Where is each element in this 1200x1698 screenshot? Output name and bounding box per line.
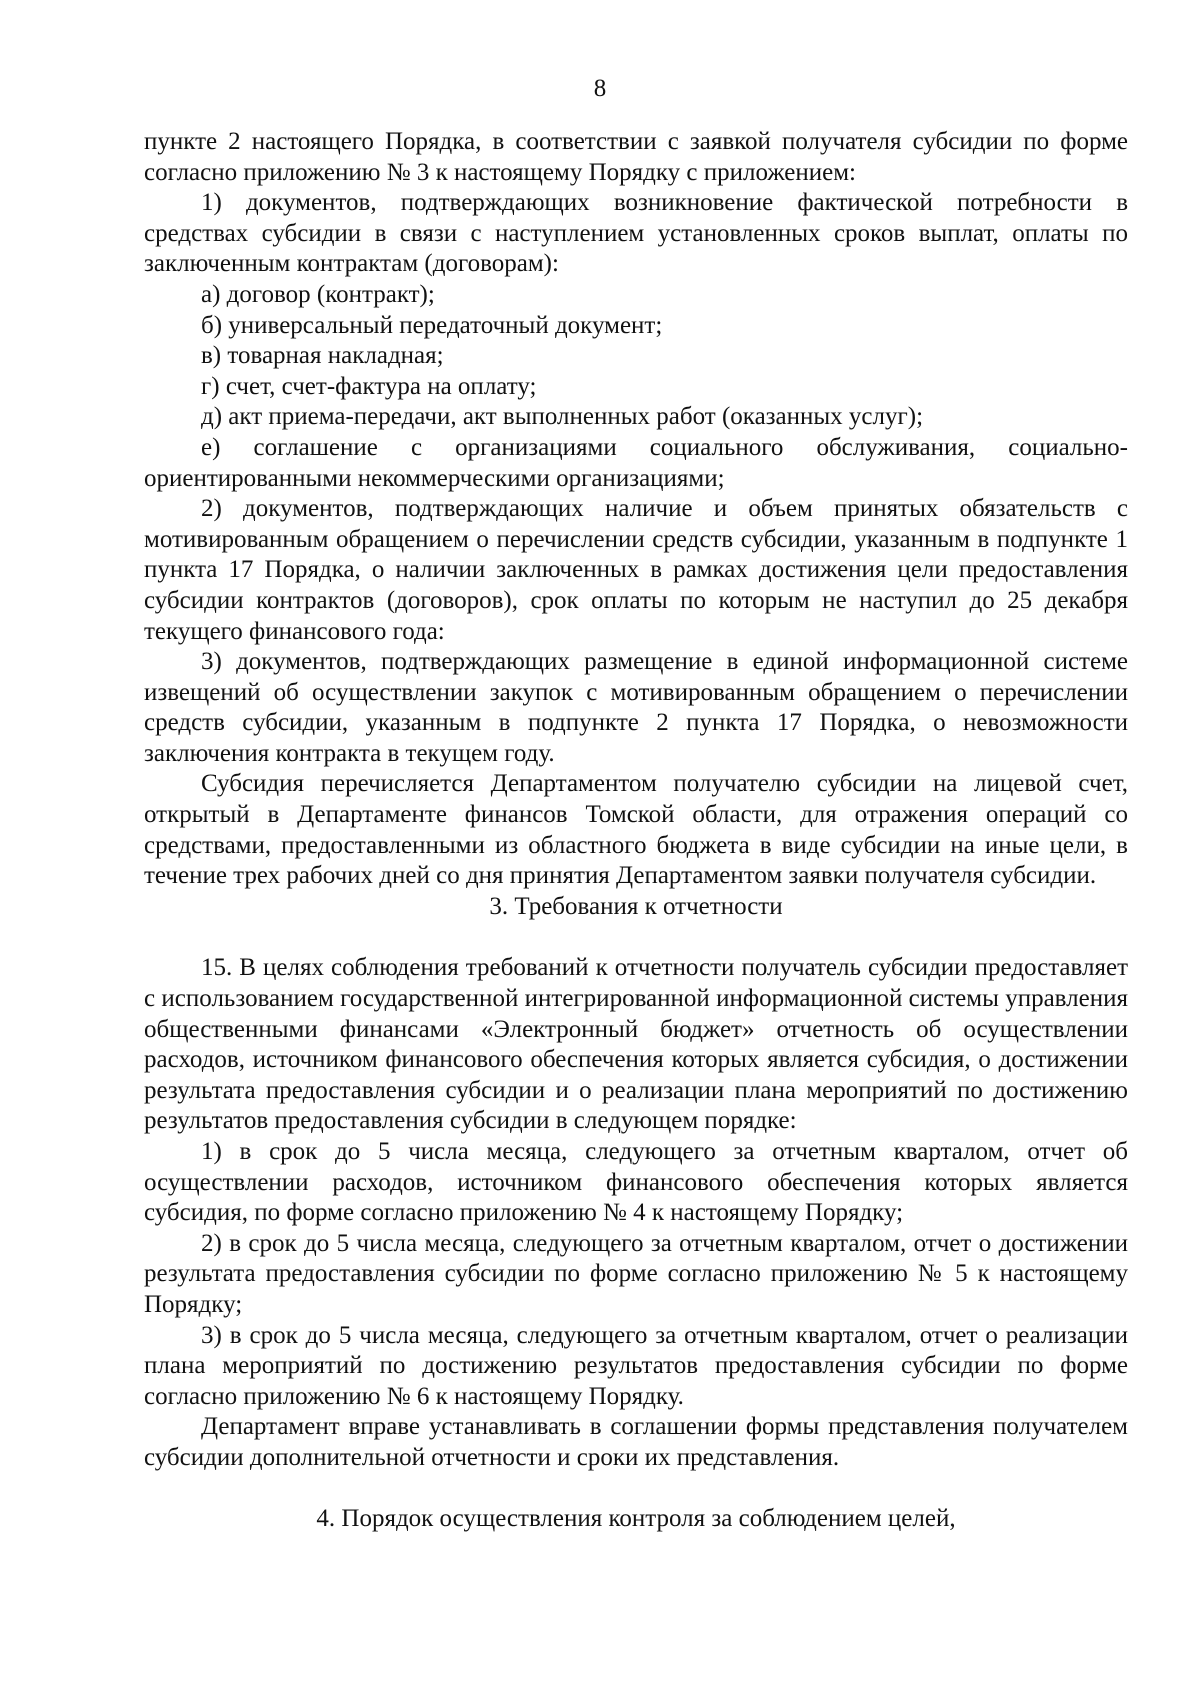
paragraph-item-a: а) договор (контракт);: [201, 280, 435, 308]
paragraph-report-3: 3) в срок до 5 числа месяца, следующего за отчетным кварталом, отчет о реализации плана мероприятий по достижению результатов предоставления субсидии по форме согласно приложению № 6 к настоящему Порядку.: [144, 1321, 1128, 1410]
paragraph-subsidy-transfer: Субсидия перечисляется Департаментом получателю субсидии на лицевой счет, открытый в Департаменте финансов Томской области, для отражения операций со средствами, предоставленными из областного бюджета в виде субсидии на иные цели, в течение трех рабочих дней со дня принятия Департаментом заявки получателя субсидии.: [144, 770, 1128, 890]
section-3-heading: 3. Требования к отчетности: [489, 892, 783, 920]
paragraph-report-1: 1) в срок до 5 числа месяца, следующего за отчетным кварталом, отчет об осуществлении расходов, источником финансового обеспечения которых является субсидия, по форме согласно приложению № 4 к настоящему Порядку;: [144, 1138, 1128, 1227]
paragraph-item-d: д) акт приема-передачи, акт выполненных работ (оказанных услуг);: [201, 403, 924, 431]
paragraph-additional-reporting: Департамент вправе устанавливать в соглашении формы представления получателем субсидии дополнительной отчетности и сроки их представления.: [144, 1413, 1128, 1471]
paragraph-item-1: 1) документов, подтверждающих возникновение фактической потребности в средствах субсидии в связи с наступлением установленных сроков выплат, оплаты по заключенным контрактам (договорам):: [144, 189, 1128, 278]
paragraph-continuation: пункте 2 настоящего Порядка, в соответствии с заявкой получателя субсидии по форме согласно приложению № 3 к настоящему Порядку с приложением:: [144, 128, 1128, 186]
paragraph-report-2: 2) в срок до 5 числа месяца, следующего за отчетным кварталом, отчет о достижении результата предоставления субсидии по форме согласно приложению № 5 к настоящему Порядку;: [144, 1229, 1128, 1318]
paragraph-item-e: е) соглашение с организациями социального обслуживания, социально-ориентированными некоммерческими организациями;: [144, 433, 1128, 492]
paragraph-item-g: г) счет, счет-фактура на оплату;: [201, 372, 537, 400]
paragraph-item-3: 3) документов, подтверждающих размещение в единой информационной системе извещений об осуществлении закупок с мотивированным обращением о перечислении средств субсидии, указанным в подпункте 2 пункта 17 Порядка, о невозможности заключения контракта в текущем году.: [144, 648, 1128, 767]
paragraph-15: 15. В целях соблюдения требований к отчетности получатель субсидии предоставляет с использованием государственной интегрированной информационной системы управления общественными финансами «Электронный бюджет» отчетность об осуществлении расходов, источником финансового обеспечения которых является субсидия, о достижении результата предоставления субсидии и о реализации плана мероприятий по достижению результатов предоставления субсидии в следующем порядке:: [144, 954, 1128, 1135]
document-body: [144, 127, 1128, 1534]
paragraph-item-v: в) товарная накладная;: [201, 342, 444, 370]
paragraph-item-b: б) универсальный передаточный документ;: [201, 311, 663, 339]
section-4-heading: 4. Порядок осуществления контроля за соблюдением целей,: [316, 1504, 956, 1532]
paragraph-item-2: 2) документов, подтверждающих наличие и объем принятых обязательств с мотивированным обращением о перечислении средств субсидии, указанным в подпункте 1 пункта 17 Порядка, о наличии заключенных в рамках достижения цели предоставления субсидии контрактов (договоров), срок оплаты по которым не наступил до 25 декабря текущего финансового года:: [144, 495, 1128, 645]
page-number: 8: [593, 75, 607, 102]
